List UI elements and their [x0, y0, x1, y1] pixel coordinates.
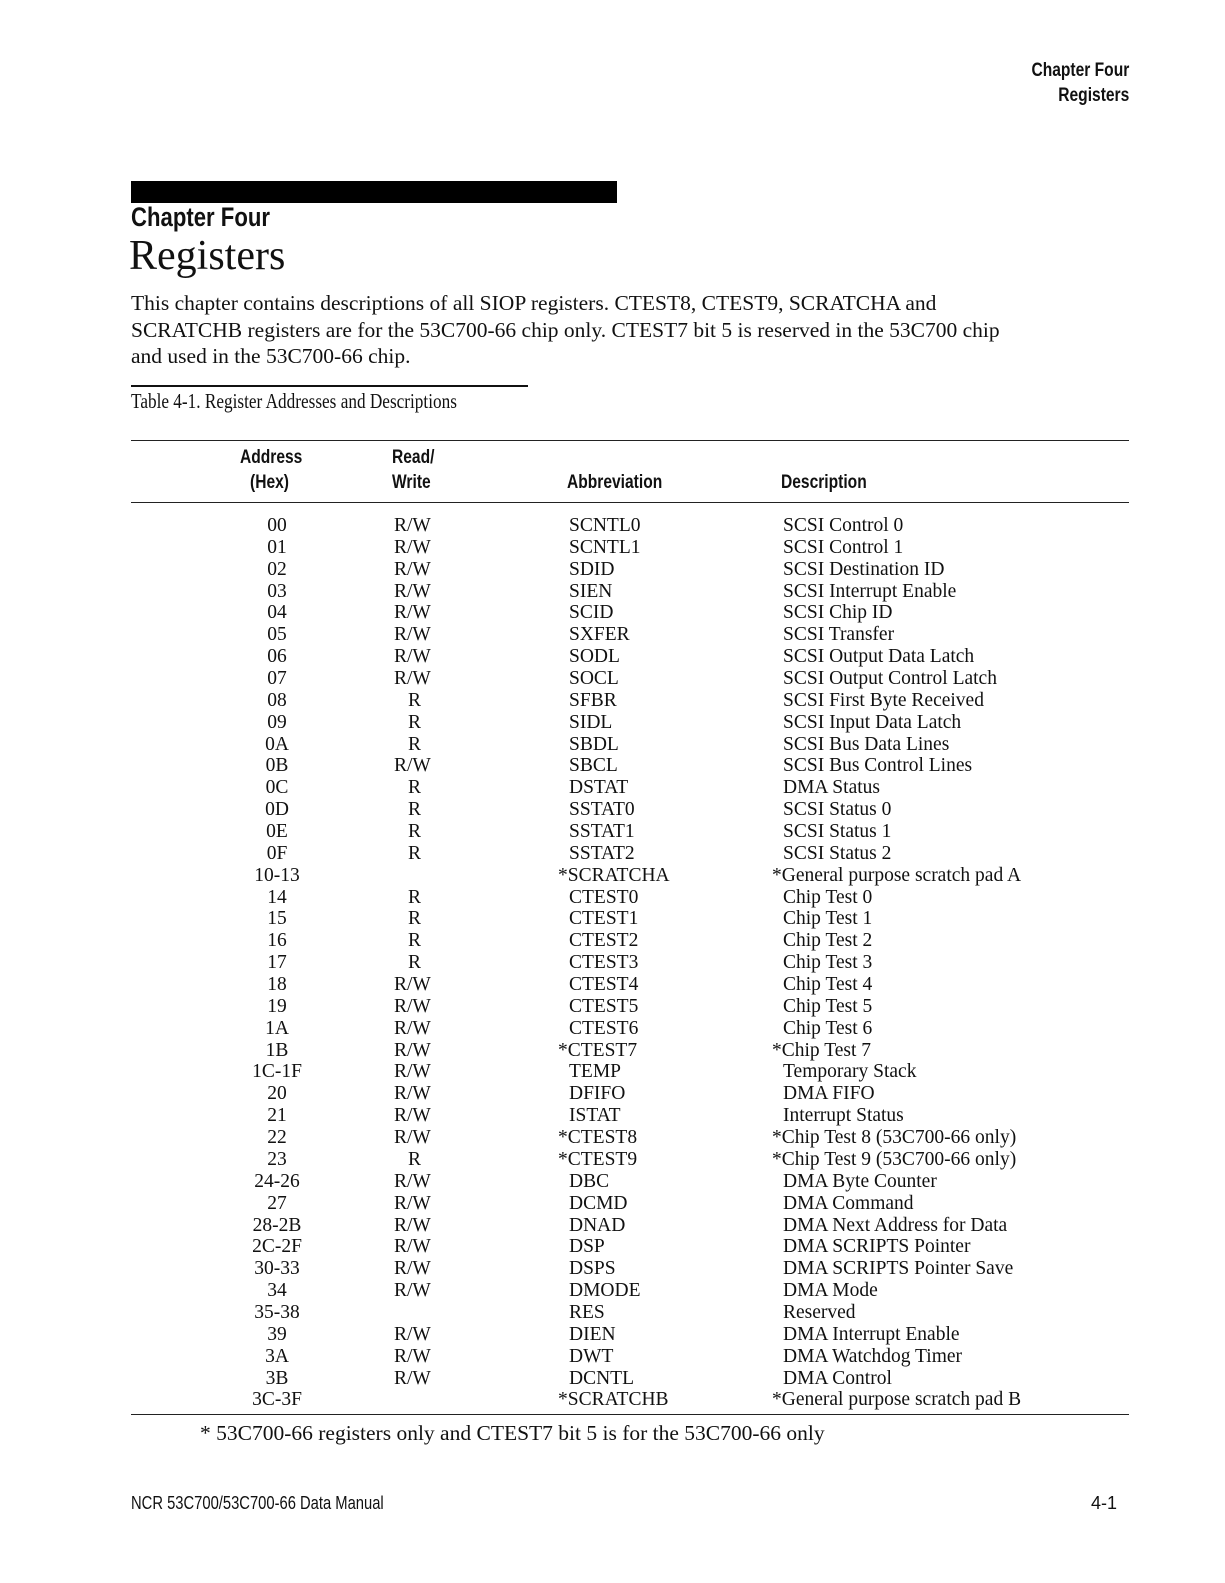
cell-abbreviation: DIEN [569, 1323, 616, 1345]
cell-address: 18 [267, 974, 287, 996]
cell-address: 0E [266, 821, 288, 843]
intro-line: This chapter contains descriptions of all SIOP registers. CTEST8, CTEST9, SCRATCHA and [131, 291, 937, 315]
cell-abbreviation: SODL [569, 646, 620, 668]
cell-read-write: R/W [394, 1061, 431, 1083]
cell-abbreviation: DSPS [569, 1258, 616, 1280]
cell-read-write: R/W [394, 668, 431, 690]
header-read-write: Read/ Write [392, 447, 435, 493]
table-row [0, 1280, 1225, 1302]
cell-address: 1C-1F [252, 1061, 302, 1083]
footer-manual-title: NCR 53C700/53C700-66 Data Manual [131, 1493, 384, 1513]
table-caption: Table 4-1. Register Addresses and Descriptions [131, 385, 528, 414]
cell-address: 05 [267, 624, 287, 646]
cell-description: SCSI Output Data Latch [783, 646, 975, 668]
cell-description: SCSI Bus Control Lines [783, 755, 973, 777]
table-row [0, 537, 1225, 559]
cell-address: 17 [267, 952, 287, 974]
cell-address: 0B [265, 755, 289, 777]
cell-abbreviation: DMODE [569, 1280, 641, 1302]
cell-abbreviation: SBDL [569, 733, 619, 755]
cell-description: SCSI Control 0 [783, 515, 904, 536]
cell-address: 10-13 [254, 864, 300, 886]
cell-abbreviation: SSTAT2 [569, 842, 635, 864]
table-row [0, 1302, 1225, 1324]
cell-read-write: R/W [394, 1345, 431, 1367]
cell-read-write: R/W [394, 1367, 431, 1389]
table-row [0, 1040, 1225, 1062]
table-row [0, 952, 1225, 974]
cell-read-write: R/W [394, 536, 431, 558]
cell-read-write: R/W [394, 1170, 431, 1192]
table-footnote: * 53C700-66 registers only and CTEST7 bit 5 is for the 53C700-66 only [200, 1421, 825, 1445]
cell-address: 03 [267, 580, 287, 602]
cell-abbreviation: *SCRATCHB [558, 1389, 669, 1411]
cell-address: 0F [266, 842, 288, 864]
cell-description: DMA Control [783, 1367, 892, 1389]
cell-address: 2C-2F [252, 1236, 302, 1258]
table-row [0, 646, 1225, 668]
cell-abbreviation: DCNTL [569, 1367, 634, 1389]
cell-address: 20 [267, 1083, 287, 1105]
table-row [0, 624, 1225, 646]
cell-abbreviation: *CTEST9 [558, 1148, 638, 1170]
cell-read-write: R [408, 689, 422, 711]
cell-read-write: R/W [394, 1214, 431, 1236]
cell-read-write: R [408, 711, 422, 733]
cell-description: DMA Next Address for Data [783, 1214, 1008, 1236]
cell-read-write: R/W [394, 1280, 431, 1302]
cell-address: 07 [267, 668, 287, 690]
cell-address: 00 [267, 515, 287, 536]
cell-address: 02 [267, 558, 287, 580]
table-header-rule [131, 502, 1129, 503]
table-row [0, 1105, 1225, 1127]
table-row [0, 930, 1225, 952]
cell-description: SCSI Status 2 [783, 842, 892, 864]
cell-abbreviation: CTEST2 [569, 930, 639, 952]
cell-abbreviation: DCMD [569, 1192, 628, 1214]
table-row [0, 908, 1225, 930]
cell-read-write: R/W [394, 580, 431, 602]
table-row [0, 843, 1225, 865]
table-row [0, 712, 1225, 734]
cell-description: Chip Test 5 [783, 995, 873, 1017]
cell-description: Chip Test 6 [783, 1017, 873, 1039]
cell-abbreviation: SXFER [569, 624, 630, 646]
table-row [0, 734, 1225, 756]
cell-description: SCSI Status 1 [783, 821, 892, 843]
cell-address: 16 [267, 930, 287, 952]
cell-address: 1B [265, 1039, 289, 1061]
cell-read-write: R [408, 799, 422, 821]
header-address: Address (Hex) [240, 447, 303, 493]
cell-description: DMA Watchdog Timer [783, 1345, 963, 1367]
header-abbreviation: Abbreviation [567, 472, 663, 493]
cell-read-write: R [408, 1148, 422, 1170]
cell-read-write: R [408, 908, 422, 930]
cell-abbreviation: SFBR [569, 689, 617, 711]
cell-description: DMA SCRIPTS Pointer Save [783, 1258, 1014, 1280]
cell-abbreviation: SIEN [569, 580, 613, 602]
cell-read-write: R [408, 886, 422, 908]
cell-address: 22 [267, 1127, 287, 1149]
table-row [0, 602, 1225, 624]
table-row [0, 1258, 1225, 1280]
table-row [0, 996, 1225, 1018]
footer-page-number: 4-1 [1090, 1493, 1117, 1513]
cell-read-write: R/W [394, 1039, 431, 1061]
cell-abbreviation: RES [569, 1301, 605, 1323]
cell-description: DMA Command [783, 1192, 914, 1214]
cell-description: Temporary Stack [783, 1061, 917, 1083]
running-header-chapter: Chapter Four [1031, 60, 1129, 81]
header-description: Description [781, 472, 867, 493]
table-row [0, 1061, 1225, 1083]
cell-description: *Chip Test 9 (53C700-66 only) [772, 1148, 1017, 1170]
cell-abbreviation: SCNTL1 [569, 536, 641, 558]
table-row [0, 821, 1225, 843]
table-row [0, 1389, 1225, 1411]
table-row [0, 1215, 1225, 1237]
cell-description: Interrupt Status [783, 1105, 904, 1127]
cell-description: SCSI Output Control Latch [783, 668, 997, 690]
cell-abbreviation: CTEST4 [569, 974, 639, 996]
table-row [0, 865, 1225, 887]
cell-description: DMA Interrupt Enable [783, 1323, 960, 1345]
table-row [0, 1149, 1225, 1171]
table-row [0, 755, 1225, 777]
cell-address: 27 [267, 1192, 287, 1214]
table-row [0, 515, 1225, 537]
cell-read-write: R [408, 842, 422, 864]
cell-read-write: R/W [394, 624, 431, 646]
cell-abbreviation: DFIFO [569, 1083, 626, 1105]
running-header [1010, 58, 1129, 108]
cell-read-write: R/W [394, 515, 431, 536]
cell-address: 14 [267, 886, 287, 908]
cell-description: SCSI Interrupt Enable [783, 580, 957, 602]
cell-read-write: R/W [394, 1323, 431, 1345]
cell-abbreviation: TEMP [569, 1061, 622, 1083]
cell-address: 34 [267, 1280, 287, 1302]
register-table-body [0, 515, 1225, 1411]
table-row [0, 1324, 1225, 1346]
cell-description: SCSI Chip ID [783, 602, 893, 624]
cell-abbreviation: DNAD [569, 1214, 626, 1236]
table-row [0, 1236, 1225, 1258]
cell-description: *General purpose scratch pad B [772, 1389, 1022, 1411]
cell-address: 09 [267, 711, 287, 733]
chapter-label: Chapter Four [131, 202, 271, 232]
cell-abbreviation: SSTAT0 [569, 799, 635, 821]
cell-abbreviation: SOCL [569, 668, 619, 690]
cell-read-write: R/W [394, 602, 431, 624]
table-row [0, 690, 1225, 712]
cell-abbreviation: SSTAT1 [569, 821, 635, 843]
table-row [0, 1193, 1225, 1215]
cell-abbreviation: SBCL [569, 755, 618, 777]
cell-abbreviation: ISTAT [569, 1105, 621, 1127]
cell-abbreviation: DSP [569, 1236, 605, 1258]
cell-abbreviation: CTEST1 [569, 908, 639, 930]
table-row [0, 1127, 1225, 1149]
cell-read-write: R/W [394, 1192, 431, 1214]
cell-read-write: R [408, 930, 422, 952]
cell-abbreviation: SCNTL0 [569, 515, 641, 536]
table-row [0, 974, 1225, 996]
cell-read-write: R/W [394, 755, 431, 777]
cell-description: *Chip Test 7 [772, 1039, 872, 1061]
cell-abbreviation: CTEST3 [569, 952, 639, 974]
cell-abbreviation: SIDL [569, 711, 613, 733]
cell-description: DMA FIFO [783, 1083, 875, 1105]
cell-description: Chip Test 0 [783, 886, 873, 908]
cell-description: SCSI Control 1 [783, 536, 904, 558]
cell-abbreviation: DBC [569, 1170, 610, 1192]
cell-address: 3C-3F [252, 1389, 302, 1411]
cell-read-write: R/W [394, 558, 431, 580]
intro-paragraph [131, 290, 1131, 370]
cell-read-write: R/W [394, 974, 431, 996]
page-title: Registers [129, 233, 286, 279]
cell-description: *General purpose scratch pad A [772, 864, 1022, 886]
cell-description: SCSI Bus Data Lines [783, 733, 950, 755]
intro-line: and used in the 53C700-66 chip. [131, 344, 411, 368]
cell-read-write: R/W [394, 1017, 431, 1039]
cell-address: 39 [267, 1323, 287, 1345]
cell-abbreviation: CTEST0 [569, 886, 639, 908]
table-row [0, 1346, 1225, 1368]
cell-address: 35-38 [254, 1301, 300, 1323]
cell-read-write: R [408, 733, 422, 755]
cell-address: 0D [265, 799, 289, 821]
cell-description: Chip Test 3 [783, 952, 873, 974]
cell-address: 3A [265, 1345, 289, 1367]
cell-description: Reserved [783, 1301, 856, 1323]
cell-abbreviation: CTEST6 [569, 1017, 639, 1039]
cell-read-write: R/W [394, 1083, 431, 1105]
cell-read-write: R/W [394, 1258, 431, 1280]
table-row [0, 777, 1225, 799]
table-row [0, 581, 1225, 603]
cell-description: DMA Byte Counter [783, 1170, 937, 1192]
cell-description: SCSI Input Data Latch [783, 711, 962, 733]
cell-description: DMA Status [783, 777, 880, 799]
table-row [0, 559, 1225, 581]
cell-read-write: R/W [394, 1105, 431, 1127]
cell-description: Chip Test 4 [783, 974, 873, 996]
cell-address: 1A [265, 1017, 289, 1039]
cell-description: Chip Test 2 [783, 930, 873, 952]
cell-address: 06 [267, 646, 287, 668]
cell-abbreviation: *SCRATCHA [558, 864, 670, 886]
cell-description: *Chip Test 8 (53C700-66 only) [772, 1127, 1017, 1149]
cell-description: SCSI Destination ID [783, 558, 945, 580]
cell-description: Chip Test 1 [783, 908, 873, 930]
cell-abbreviation: *CTEST8 [558, 1127, 638, 1149]
cell-read-write: R/W [394, 1127, 431, 1149]
cell-address: 24-26 [254, 1170, 300, 1192]
cell-description: SCSI First Byte Received [783, 689, 984, 711]
cell-description: DMA Mode [783, 1280, 878, 1302]
cell-abbreviation: *CTEST7 [558, 1039, 638, 1061]
cell-address: 28-2B [252, 1214, 302, 1236]
cell-address: 0C [265, 777, 289, 799]
table-row [0, 668, 1225, 690]
table-row [0, 1171, 1225, 1193]
cell-description: DMA SCRIPTS Pointer [783, 1236, 971, 1258]
cell-description: SCSI Status 0 [783, 799, 892, 821]
cell-address: 0A [265, 733, 289, 755]
cell-read-write: R [408, 777, 422, 799]
intro-line: SCRATCHB registers are for the 53C700-66 chip only. CTEST7 bit 5 is reserved in the 53C700 chip [131, 317, 1000, 342]
cell-read-write: R [408, 952, 422, 974]
table-row [0, 1018, 1225, 1040]
cell-address: 23 [267, 1148, 287, 1170]
table-row [0, 887, 1225, 909]
cell-abbreviation: SDID [569, 558, 615, 580]
running-header-section: Registers [1057, 85, 1129, 106]
table-bottom-rule [131, 1414, 1129, 1415]
cell-address: 15 [267, 908, 287, 930]
cell-read-write: R [408, 821, 422, 843]
table-row [0, 1368, 1225, 1390]
cell-address: 3B [265, 1367, 289, 1389]
cell-address: 30-33 [254, 1258, 300, 1280]
cell-abbreviation: DSTAT [569, 777, 629, 799]
cell-abbreviation: DWT [569, 1345, 614, 1367]
cell-address: 04 [267, 602, 287, 624]
cell-read-write: R/W [394, 1236, 431, 1258]
cell-address: 19 [267, 995, 287, 1017]
table-row [0, 1083, 1225, 1105]
chapter-bar [131, 181, 617, 203]
cell-description: SCSI Transfer [783, 624, 895, 646]
table-top-rule [131, 440, 1129, 441]
cell-read-write: R/W [394, 995, 431, 1017]
cell-address: 21 [267, 1105, 287, 1127]
cell-abbreviation: SCID [569, 602, 614, 624]
cell-address: 01 [267, 536, 287, 558]
cell-read-write: R/W [394, 646, 431, 668]
cell-abbreviation: CTEST5 [569, 995, 639, 1017]
cell-address: 08 [267, 689, 287, 711]
table-row [0, 799, 1225, 821]
